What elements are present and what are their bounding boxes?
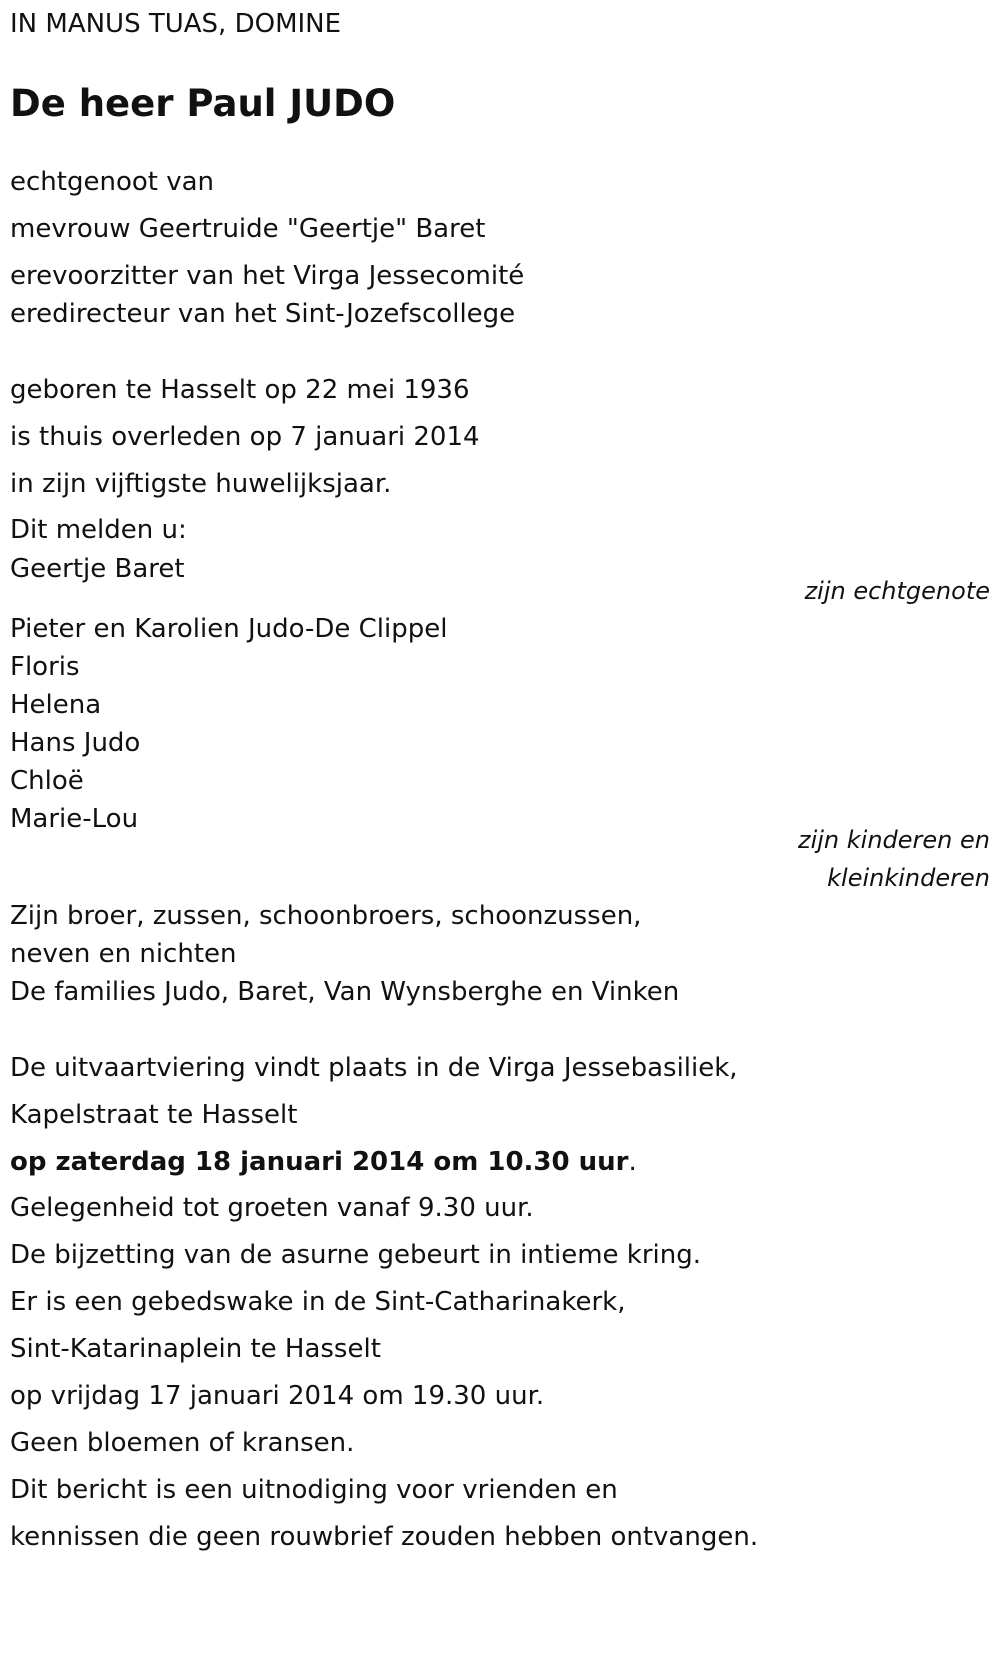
date-line: geboren te Hasselt op 22 mei 1936 xyxy=(10,375,470,405)
funeral-line: De uitvaartviering vindt plaats in de Virga Jessebasiliek, xyxy=(10,1053,738,1083)
child-name: Hans Judo xyxy=(10,728,141,758)
funeral-line: Er is een gebedswake in de Sint-Catharinakerk, xyxy=(10,1287,626,1317)
date-line: is thuis overleden op 7 januari 2014 xyxy=(10,422,480,452)
children-role: zijn kinderen en xyxy=(798,826,990,854)
motto: IN MANUS TUAS, DOMINE xyxy=(10,9,342,39)
funeral-date-suffix: . xyxy=(628,1147,637,1177)
spouse-name: Geertje Baret xyxy=(10,554,185,584)
intro-line: eredirecteur van het Sint-Jozefscollege xyxy=(10,299,516,329)
date-line: in zijn vijftigste huwelijksjaar. xyxy=(10,469,392,499)
funeral-line: kennissen die geen rouwbrief zouden hebben ontvangen. xyxy=(10,1522,759,1552)
intro-line: echtgenoot van xyxy=(10,167,215,197)
funeral-date-bold: op zaterdag 18 januari 2014 om 10.30 uur xyxy=(10,1147,629,1177)
announce-line: Dit melden u: xyxy=(10,515,187,545)
spouse-role: zijn echtgenote xyxy=(804,577,990,605)
funeral-date xyxy=(10,1146,637,1178)
family-line: neven en nichten xyxy=(10,939,237,969)
funeral-line: Gelegenheid tot groeten vanaf 9.30 uur. xyxy=(10,1193,534,1223)
child-name: Floris xyxy=(10,652,80,682)
funeral-line: Geen bloemen of kransen. xyxy=(10,1428,355,1458)
family-line: De families Judo, Baret, Van Wynsberghe en Vinken xyxy=(10,977,680,1007)
funeral-line: Sint-Katarinaplein te Hasselt xyxy=(10,1334,381,1364)
intro-line: erevoorzitter van het Virga Jessecomité xyxy=(10,261,525,291)
deceased-name-title: De heer Paul JUDO xyxy=(10,82,396,125)
family-line: Zijn broer, zussen, schoonbroers, schoonzussen, xyxy=(10,901,642,931)
children-role: kleinkinderen xyxy=(827,864,990,892)
funeral-line: De bijzetting van de asurne gebeurt in intieme kring. xyxy=(10,1240,702,1270)
intro-line: mevrouw Geertruide "Geertje" Baret xyxy=(10,214,486,244)
child-name: Chloë xyxy=(10,766,84,796)
child-name: Pieter en Karolien Judo-De Clippel xyxy=(10,614,448,644)
funeral-line: op vrijdag 17 januari 2014 om 19.30 uur. xyxy=(10,1381,545,1411)
child-name: Marie-Lou xyxy=(10,804,139,834)
funeral-line: Kapelstraat te Hasselt xyxy=(10,1100,298,1130)
child-name: Helena xyxy=(10,690,102,720)
funeral-line: Dit bericht is een uitnodiging voor vrienden en xyxy=(10,1475,618,1505)
